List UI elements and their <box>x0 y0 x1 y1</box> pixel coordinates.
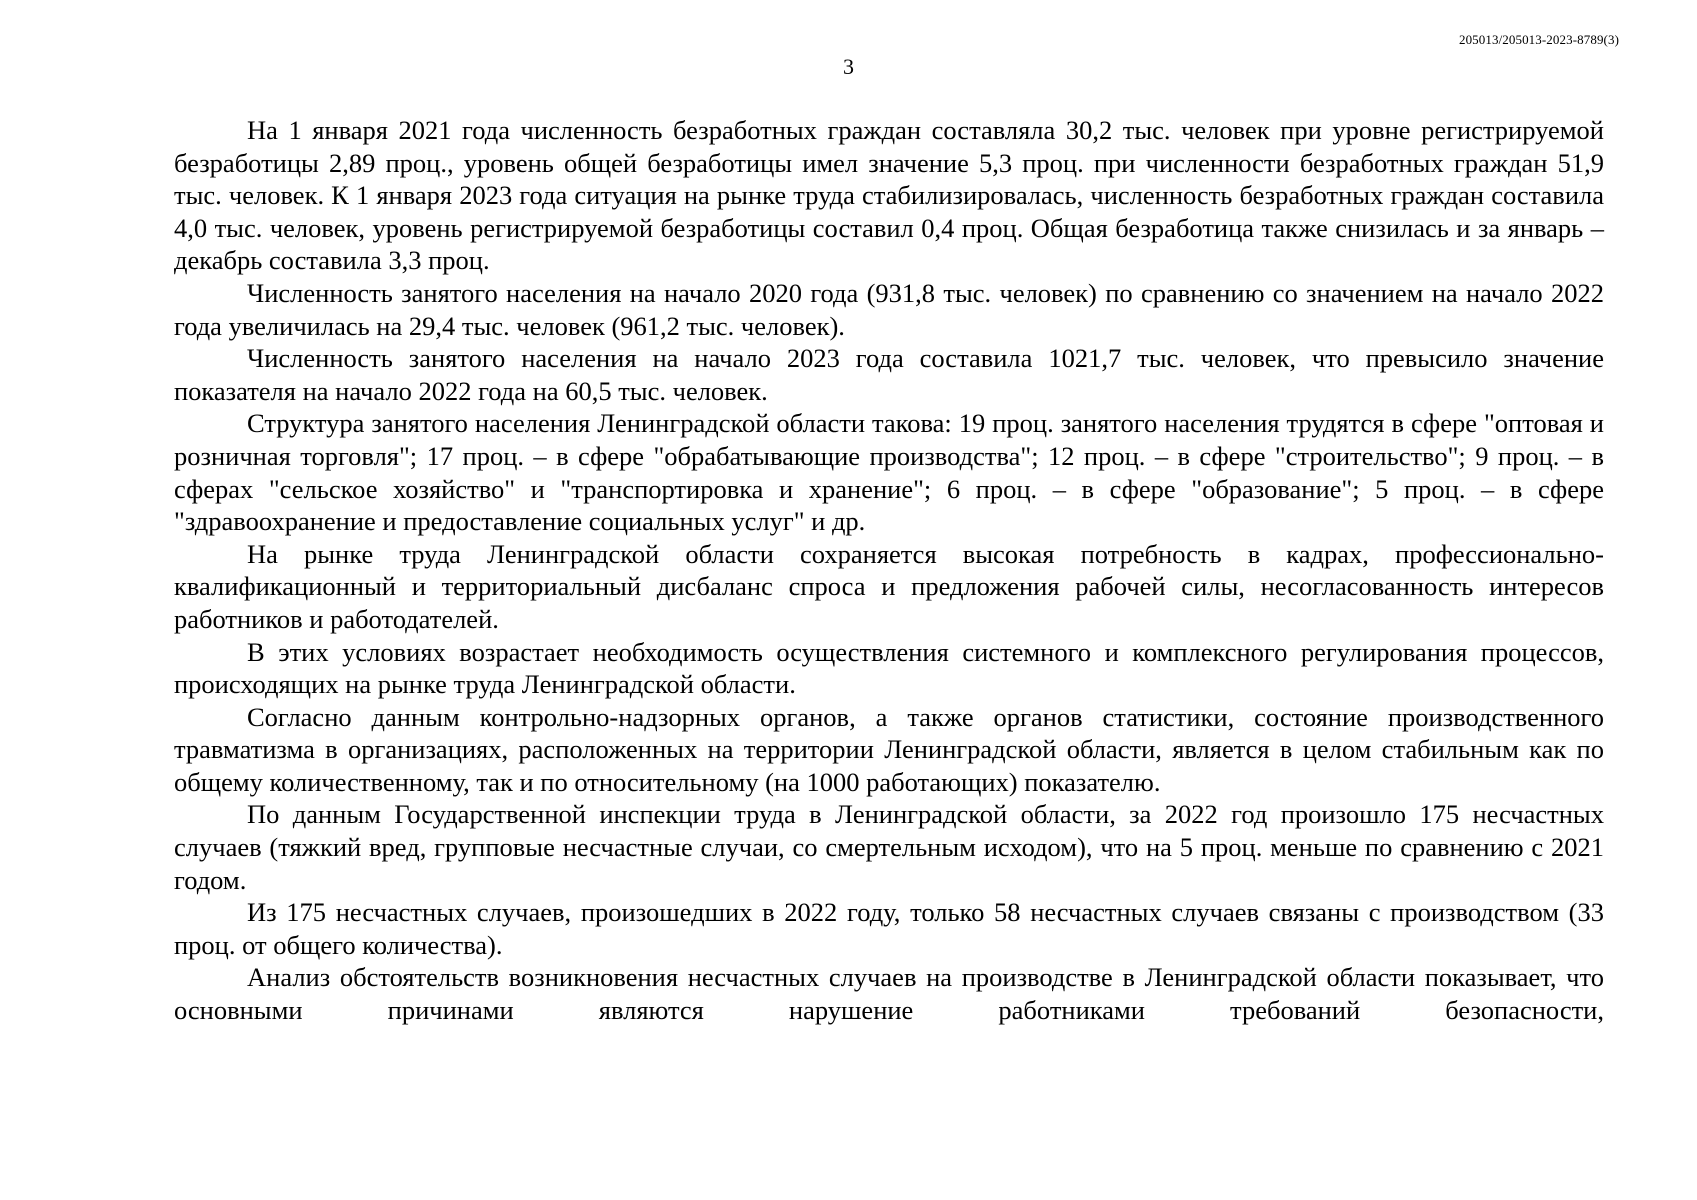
paragraph-unemployment: На 1 января 2021 года численность безработных граждан составляла 30,2 тыс. человек при уровне регистрируемой безработицы 2,89 проц., уровень общей безработицы имел значение 5,3 проц. при численности безработных граждан 51,9 тыс. человек. К 1 января 2023 года ситуация на рынке труда стабилизировалась, численность безработных граждан составила 4,0 тыс. человек, уровень регистрируемой безработицы составил 0,4 проц. Общая безработица также снизилась и за январь – декабрь составила 3,3 проц. <box>174 115 1604 276</box>
paragraph-employment-2020-2022: Численность занятого населения на начало 2020 года (931,8 тыс. человек) по сравнению со значением на начало 2022 года увеличилась на 29,4 тыс. человек (961,2 тыс. человек). <box>174 277 1604 341</box>
paragraph-inspection-data: По данным Государственной инспекции труда в Ленинградской области, за 2022 год произошло 175 несчастных случаев (тяжкий вред, групповые несчастные случаи, со смертельным исходом), что на 5 проц. меньше по сравнению с 2021 годом. <box>174 799 1604 895</box>
paragraph-employment-2023: Численность занятого населения на начало 2023 года составила 1021,7 тыс. человек, что превысило значение показателя на начало 2022 года на 60,5 тыс. человек. <box>174 343 1604 406</box>
paragraph-accident-causes: Анализ обстоятельств возникновения несчастных случаев на производстве в Ленинградской области показывает, что основными причинами являются нарушение работниками требований безопасности, <box>174 962 1604 1026</box>
paragraph-employment-structure: Структура занятого населения Ленинградской области такова: 19 проц. занятого населения трудятся в сфере "оптовая и розничная торговля"; 17 проц. – в сфере "обрабатывающие производства"; 12 проц. – в сфере "строительство"; 9 проц. – в сферах "сельское хозяйство" и "транспортировка и хранение"; 6 проц. – в сфере "образование"; 5 проц. – в сфере "здравоохранение и предоставление социальных услуг" и др. <box>174 408 1604 537</box>
paragraph-regulation-need: В этих условиях возрастает необходимость осуществления системного и комплексного регулирования процессов, происходящих на рынке труда Ленинградской области. <box>174 636 1604 700</box>
paragraph-injury-state: Согласно данным контрольно-надзорных органов, а также органов статистики, состояние производственного травматизма в организациях, расположенных на территории Ленинградской области, является в целом стабильным как по общему количественному, так и по относительному (на 1000 работающих) показателю. <box>174 701 1604 797</box>
paragraph-labor-market-demand: На рынке труда Ленинградской области сохраняется высокая потребность в кадрах, профессионально-квалификационный и территориальный дисбаланс спроса и предложения рабочей силы, несогласованность интересов работников и работодателей. <box>174 538 1604 634</box>
page-number: 3 <box>843 54 854 79</box>
document-id: 205013/205013-2023-8789(3) <box>1458 32 1619 47</box>
document-body <box>174 114 1604 1027</box>
paragraph-production-accidents: Из 175 несчастных случаев, произошедших в 2022 году, только 58 несчастных случаев связаны с производством (33 проц. от общего количества). <box>174 897 1604 960</box>
